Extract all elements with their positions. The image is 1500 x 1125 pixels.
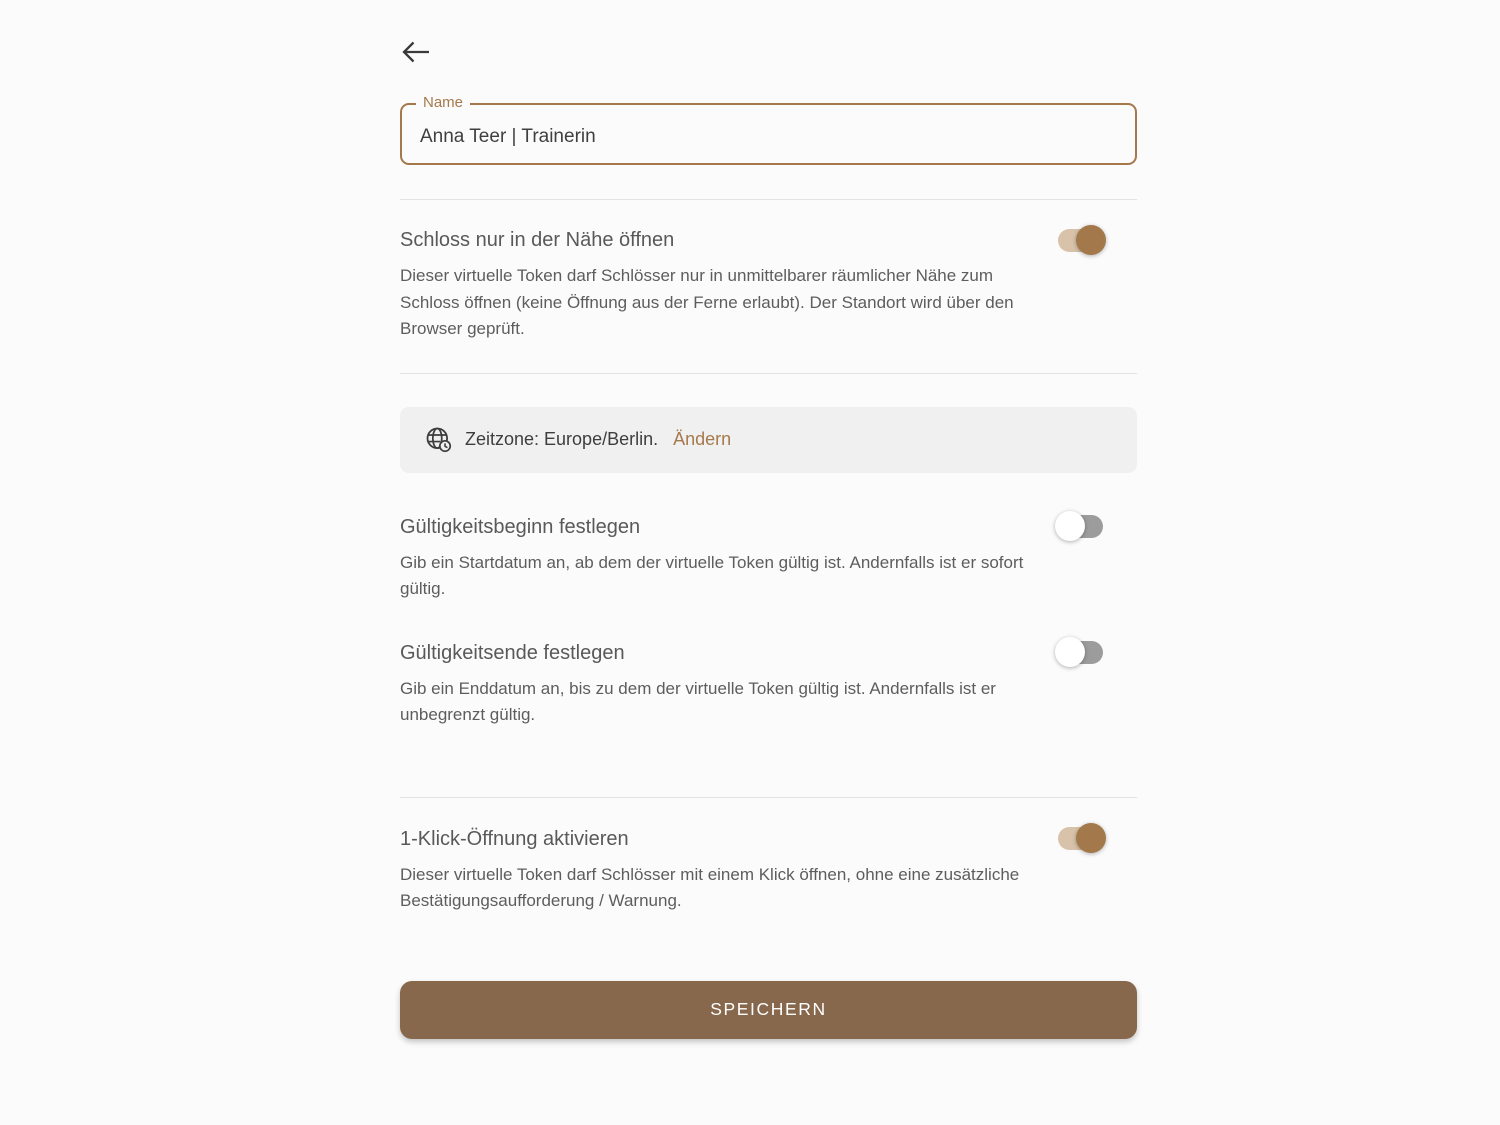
save-button[interactable]: SPEICHERN (400, 981, 1137, 1039)
arrow-left-icon (400, 37, 434, 67)
setting-one-click (400, 798, 1137, 915)
setting-title: Gültigkeitsbeginn festlegen (400, 515, 641, 538)
setting-title: 1-Klick-Öffnung aktivieren (400, 827, 629, 850)
divider (400, 373, 1137, 374)
name-field (400, 94, 1137, 165)
toggle-thumb (1055, 637, 1085, 667)
toggle-thumb (1076, 225, 1106, 255)
toggle-thumb (1076, 823, 1106, 853)
name-input[interactable] (400, 103, 1137, 165)
setting-description: Dieser virtuelle Token darf Schlösser nur in unmittelbarer räumlicher Nähe zum Schloss öffnen (keine Öffnung aus der Ferne erlaubt). Der Standort wird über den Browser geprüft. (400, 266, 1014, 338)
toggle-thumb (1055, 511, 1085, 541)
setting-description: Dieser virtuelle Token darf Schlösser mit einem Klick öffnen, ohne eine zusätzliche Bestätigungsaufforderung / Warnung. (400, 864, 1020, 910)
proximity-toggle[interactable] (1058, 229, 1103, 252)
timezone-change-link[interactable]: Ändern (673, 429, 732, 449)
validity-start-toggle[interactable] (1058, 515, 1103, 538)
setting-validity-start (400, 473, 1137, 603)
timezone-text: Zeitzone: Europe/Berlin. (465, 429, 659, 449)
setting-description: Gib ein Enddatum an, bis zu dem der virtuelle Token gültig ist. Andernfalls ist er unbegrenzt gültig. (400, 678, 996, 724)
setting-proximity (400, 200, 1137, 343)
setting-validity-end (400, 603, 1137, 729)
name-field-label: Name (416, 94, 470, 112)
setting-title: Schloss nur in der Nähe öffnen (400, 229, 675, 251)
validity-end-toggle[interactable] (1058, 641, 1103, 664)
timezone-info-box (400, 407, 1137, 473)
settings-form (400, 0, 1137, 1039)
back-button[interactable] (400, 36, 434, 68)
globe-clock-icon (424, 425, 453, 454)
setting-description: Gib ein Startdatum an, ab dem der virtuelle Token gültig ist. Andernfalls ist er sofort gültig. (400, 552, 1024, 598)
setting-title: Gültigkeitsende festlegen (400, 641, 625, 664)
one-click-toggle[interactable] (1058, 827, 1103, 850)
